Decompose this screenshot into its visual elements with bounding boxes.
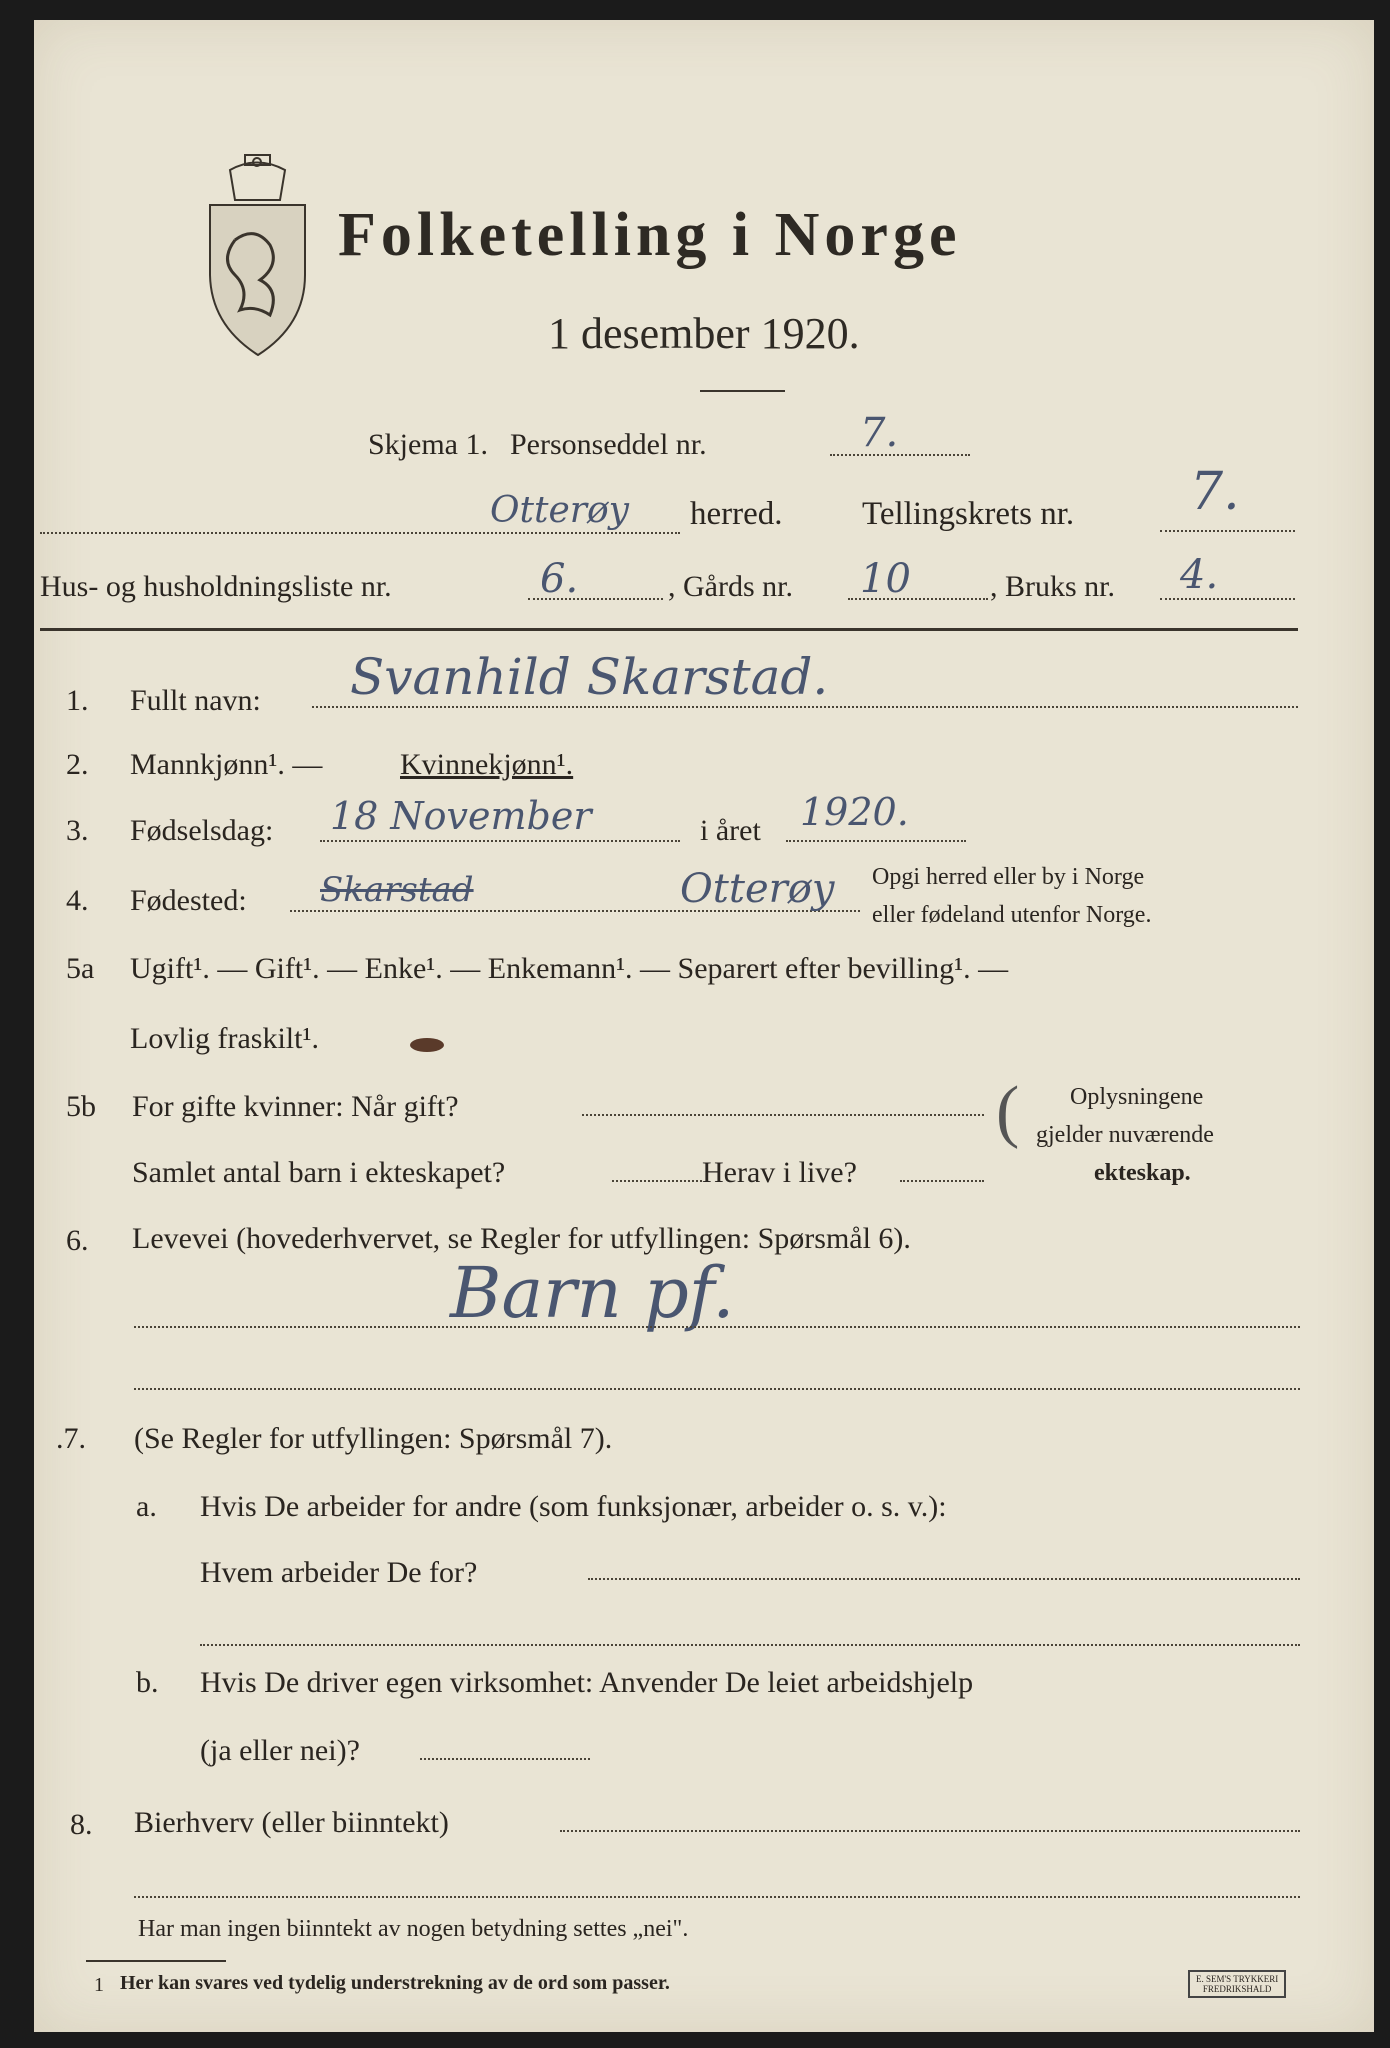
q5b-line-1: For gifte kvinner: Når gift? xyxy=(132,1090,459,1123)
q4-number: 4. xyxy=(66,884,89,917)
q5b-married-line xyxy=(582,1114,984,1116)
q3-label: Fødselsdag: xyxy=(130,814,274,847)
q5b-note-1: Oplysningene xyxy=(1070,1084,1204,1110)
footnote-divider xyxy=(86,1960,226,1962)
herred-value: Otterøy xyxy=(490,490,629,531)
tellingskrets-line xyxy=(1160,530,1295,532)
q5b-children-label: Samlet antal barn i ekteskapet? xyxy=(132,1156,506,1189)
q5b-number: 5b xyxy=(66,1090,96,1123)
bruks-line xyxy=(1160,598,1295,600)
q3-year-line xyxy=(786,840,966,842)
q8-number: 8. xyxy=(70,1808,93,1841)
q7b-line-2: (ja eller nei)? xyxy=(200,1734,360,1767)
q4-label: Fødested: xyxy=(130,884,247,917)
personseddel-value: 7. xyxy=(860,410,899,456)
q8-line-2 xyxy=(134,1896,1300,1898)
q2-male-option: Mannkjønn¹. — xyxy=(130,748,323,781)
q5b-children-line xyxy=(612,1180,702,1182)
q1-label: Fullt navn: xyxy=(130,684,261,717)
q5b-alive-line xyxy=(900,1180,984,1182)
q5a-line-1: Ugift¹. — Gift¹. — Enke¹. — Enkemann¹. — Separert efter bevilling¹. — xyxy=(130,952,1009,985)
gards-value: 10 xyxy=(860,556,911,602)
q8-label: Bierhverv (eller biinntekt) xyxy=(134,1806,449,1839)
q5a-line-2: Lovlig fraskilt¹. xyxy=(130,1022,319,1055)
q5b-brace: ( xyxy=(996,1073,1020,1150)
form-title: Folketelling i Norge xyxy=(338,201,962,269)
q7b-letter: b. xyxy=(136,1666,159,1699)
q6-number: 6. xyxy=(66,1224,89,1257)
printer-stamp-line-1: E. SEM'S TRYKKERI xyxy=(1196,1974,1279,1984)
q5b-note-2: gjelder nuværende xyxy=(1036,1122,1214,1148)
hus-value: 6. xyxy=(540,556,579,602)
header-separator xyxy=(40,628,1298,631)
q7a-line-2: Hvem arbeider De for? xyxy=(200,1556,478,1589)
q4-note-1: Opgi herred eller by i Norge xyxy=(872,864,1145,890)
census-date: 1 desember 1920. xyxy=(548,309,860,358)
tellingskrets-label: Tellingskrets nr. xyxy=(862,496,1075,532)
q7b-answer-line xyxy=(420,1758,590,1760)
q1-number: 1. xyxy=(66,684,89,717)
footer-note: Har man ingen biinntekt av nogen betydning settes „nei". xyxy=(138,1916,689,1942)
q4-struck-value: Skarstad xyxy=(320,870,474,910)
q3-year-value: 1920. xyxy=(800,790,909,834)
q5b-alive-label: Herav i live? xyxy=(702,1156,857,1189)
herred-label: herred. xyxy=(690,496,783,532)
q6-value: Barn pf. xyxy=(450,1252,735,1334)
q7a-line-1: Hvis De arbeider for andre (som funksjonær, arbeider o. s. v.): xyxy=(200,1490,947,1523)
q6-line-1 xyxy=(134,1326,1300,1328)
q4-value: Otterøy xyxy=(680,866,835,912)
q7a-answer-line xyxy=(588,1578,1300,1580)
q7b-line-1: Hvis De driver egen virksomhet: Anvender De leiet arbeidshjelp xyxy=(200,1666,974,1699)
title-divider xyxy=(700,390,785,392)
bruks-value: 4. xyxy=(1180,552,1219,598)
tellingskrets-value: 7. xyxy=(1190,462,1240,522)
q8-line-1 xyxy=(560,1830,1300,1832)
q3-date-line xyxy=(320,840,680,842)
q6-line-2 xyxy=(134,1388,1300,1390)
q7a-answer-line-2 xyxy=(200,1644,1300,1646)
footnote-mark: 1 xyxy=(94,1974,104,1996)
q2-number: 2. xyxy=(66,748,89,781)
hus-label: Hus- og husholdningsliste nr. xyxy=(40,570,392,603)
q5b-note-3: ekteskap. xyxy=(1094,1160,1191,1186)
q7-label: (Se Regler for utfyllingen: Spørsmål 7). xyxy=(134,1422,613,1455)
norwegian-coat-of-arms-icon xyxy=(200,150,315,360)
printer-stamp-line-2: FREDRIKSHALD xyxy=(1202,1984,1272,1994)
q3-year-label: i året xyxy=(700,814,761,847)
q2-female-option: Kvinnekjønn¹. xyxy=(400,748,574,781)
gards-label: , Gårds nr. xyxy=(668,570,793,603)
ink-blot xyxy=(410,1038,444,1052)
personseddel-line xyxy=(830,454,970,456)
personseddel-label: Personseddel nr. xyxy=(510,428,707,461)
q3-number: 3. xyxy=(66,814,89,847)
footnote-text: Her kan svares ved tydelig understrekning av de ord som passer. xyxy=(120,1972,670,1994)
q7-number: .7. xyxy=(56,1422,86,1455)
q1-value: Svanhild Skarstad. xyxy=(350,648,829,706)
printer-stamp xyxy=(1188,1970,1286,1998)
q6-label: Levevei (hovederhvervet, se Regler for utfyllingen: Spørsmål 6). xyxy=(132,1222,911,1255)
q5a-number: 5a xyxy=(66,952,95,985)
q4-note-2: eller fødeland utenfor Norge. xyxy=(872,902,1152,928)
q7a-letter: a. xyxy=(136,1490,157,1523)
bruks-label: , Bruks nr. xyxy=(990,570,1116,603)
q3-value: 18 November xyxy=(330,794,592,838)
schema-label: Skjema 1. xyxy=(368,428,488,461)
herred-line xyxy=(40,532,680,534)
q1-line xyxy=(312,706,1298,708)
